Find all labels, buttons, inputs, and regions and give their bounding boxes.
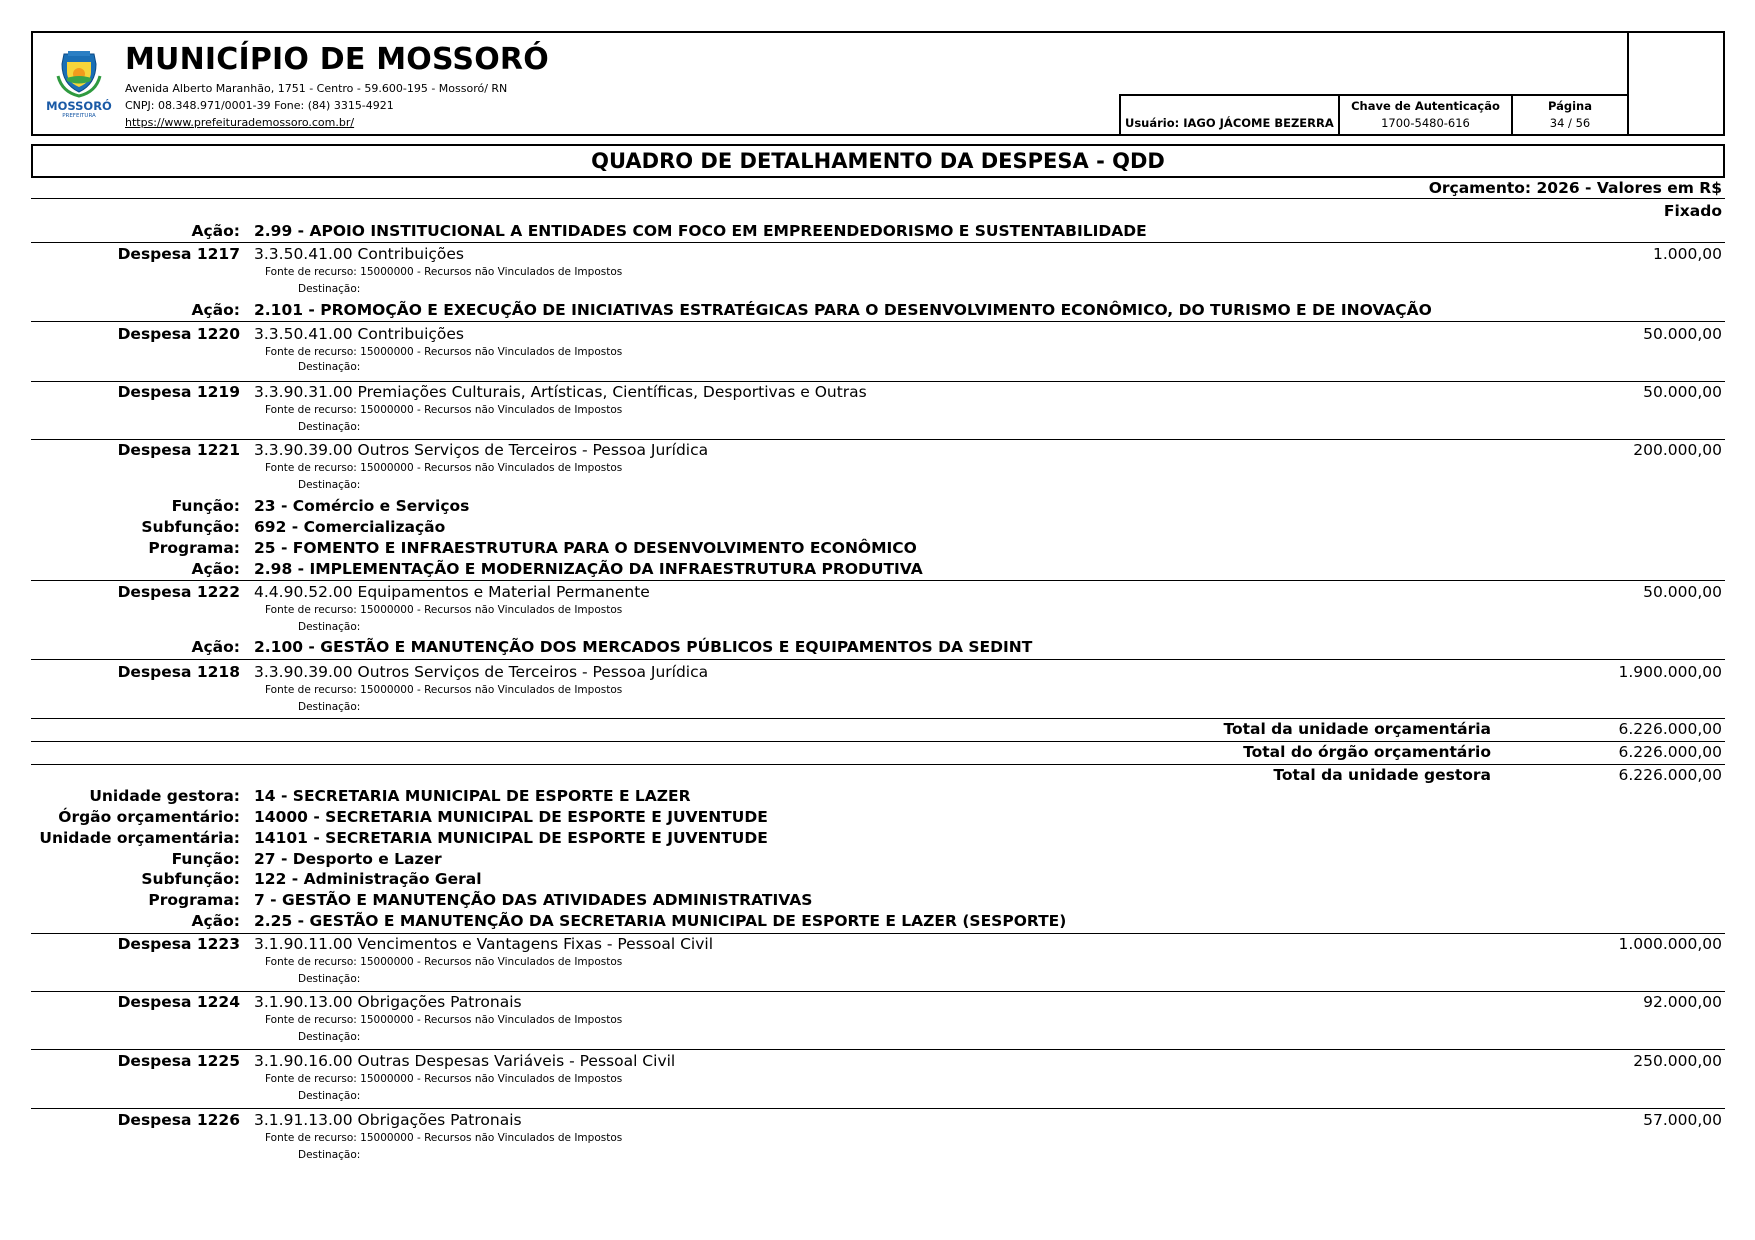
svg-text:PREFEITURA: PREFEITURA <box>62 113 96 118</box>
auth-key-cell <box>1338 94 1511 136</box>
expense-value: 50.000,00 <box>1643 325 1722 343</box>
divider <box>31 718 1725 719</box>
destination: Destinação: <box>298 421 361 433</box>
unidade-gestora-label: Unidade gestora: <box>89 787 240 805</box>
destination: Destinação: <box>298 479 361 491</box>
expense-value: 92.000,00 <box>1643 993 1722 1011</box>
expense-id: Despesa 1226 <box>117 1111 240 1129</box>
page-number: 34 / 56 <box>1549 116 1591 130</box>
expense-value: 250.000,00 <box>1633 1052 1722 1070</box>
funcao-value: 27 - Desporto e Lazer <box>254 850 442 868</box>
user-cell <box>1119 94 1338 136</box>
divider <box>31 242 1725 243</box>
website-link[interactable]: https://www.prefeiturademossoro.com.br/ <box>125 116 355 129</box>
expense-description: 3.1.90.16.00 Outras Despesas Variáveis - Pessoal Civil <box>254 1052 676 1070</box>
destination: Destinação: <box>298 361 361 373</box>
unidade-orcamentaria-label: Unidade orçamentária: <box>39 829 240 847</box>
divider <box>31 198 1725 199</box>
acao-value: 2.99 - APOIO INSTITUCIONAL A ENTIDADES COM FOCO EM EMPREENDEDORISMO E SUSTENTABILIDADE <box>254 222 1147 240</box>
resource-source: Fonte de recurso: 15000000 - Recursos não Vinculados de Impostos <box>265 1014 623 1026</box>
expense-id: Despesa 1223 <box>117 935 240 953</box>
expense-id: Despesa 1222 <box>117 583 240 601</box>
expense-id: Despesa 1221 <box>117 441 240 459</box>
resource-source: Fonte de recurso: 15000000 - Recursos não Vinculados de Impostos <box>265 346 623 358</box>
expense-description: 4.4.90.52.00 Equipamentos e Material Permanente <box>254 583 650 601</box>
destination: Destinação: <box>298 283 361 295</box>
expense-id: Despesa 1219 <box>117 383 240 401</box>
auth-key-label: Chave de Autenticação <box>1351 99 1500 113</box>
expense-description: 3.1.90.13.00 Obrigações Patronais <box>254 993 522 1011</box>
divider <box>31 321 1725 322</box>
destination: Destinação: <box>298 701 361 713</box>
resource-source: Fonte de recurso: 15000000 - Recursos não Vinculados de Impostos <box>265 1132 623 1144</box>
divider <box>31 1049 1725 1050</box>
total-label: Total da unidade orçamentária <box>1223 720 1491 738</box>
acao-label: Ação: <box>191 301 240 319</box>
expense-value: 200.000,00 <box>1633 441 1722 459</box>
expense-id: Despesa 1217 <box>117 245 240 263</box>
programa-value: 25 - FOMENTO E INFRAESTRUTURA PARA O DESENVOLVIMENTO ECONÔMICO <box>254 539 917 557</box>
unidade-orcamentaria-value: 14101 - SECRETARIA MUNICIPAL DE ESPORTE E JUVENTUDE <box>254 829 768 847</box>
expense-value: 1.000,00 <box>1652 245 1722 263</box>
divider <box>31 991 1725 992</box>
destination: Destinação: <box>298 621 361 633</box>
resource-source: Fonte de recurso: 15000000 - Recursos não Vinculados de Impostos <box>265 684 623 696</box>
expense-description: 3.3.50.41.00 Contribuições <box>254 325 464 343</box>
resource-source: Fonte de recurso: 15000000 - Recursos não Vinculados de Impostos <box>265 956 623 968</box>
header-corner-cell <box>1627 31 1725 136</box>
funcao-value: 23 - Comércio e Serviços <box>254 497 470 515</box>
column-header-fixado: Fixado <box>1663 202 1722 220</box>
expense-id: Despesa 1224 <box>117 993 240 1011</box>
acao-value: 2.25 - GESTÃO E MANUTENÇÃO DA SECRETARIA MUNICIPAL DE ESPORTE E LAZER (SESPORTE) <box>254 912 1067 930</box>
expense-value: 50.000,00 <box>1643 583 1722 601</box>
subfuncao-value: 692 - Comercialização <box>254 518 446 536</box>
divider <box>31 580 1725 581</box>
expense-value: 1.900.000,00 <box>1618 663 1722 681</box>
subfuncao-label: Subfunção: <box>141 870 240 888</box>
expense-value: 1.000.000,00 <box>1618 935 1722 953</box>
resource-source: Fonte de recurso: 15000000 - Recursos não Vinculados de Impostos <box>265 604 623 616</box>
report-title: QUADRO DE DETALHAMENTO DA DESPESA - QDD <box>31 144 1725 178</box>
acao-value: 2.98 - IMPLEMENTAÇÃO E MODERNIZAÇÃO DA INFRAESTRUTURA PRODUTIVA <box>254 560 923 578</box>
expense-id: Despesa 1225 <box>117 1052 240 1070</box>
total-value: 6.226.000,00 <box>1618 743 1722 761</box>
divider <box>31 741 1725 742</box>
svg-text:MOSSORÓ: MOSSORÓ <box>46 99 112 113</box>
municipality-logo <box>40 48 118 118</box>
expense-description: 3.3.50.41.00 Contribuições <box>254 245 464 263</box>
expense-description: 3.3.90.31.00 Premiações Culturais, Artísticas, Científicas, Desportivas e Outras <box>254 383 867 401</box>
destination: Destinação: <box>298 1149 361 1161</box>
divider <box>31 1108 1725 1109</box>
destination: Destinação: <box>298 973 361 985</box>
acao-value: 2.101 - PROMOÇÃO E EXECUÇÃO DE INICIATIVAS ESTRATÉGICAS PARA O DESENVOLVIMENTO ECONÔMICO, DO TURISMO E DE INOVAÇÃO <box>254 301 1432 319</box>
acao-label: Ação: <box>191 560 240 578</box>
divider <box>31 933 1725 934</box>
destination: Destinação: <box>298 1031 361 1043</box>
programa-label: Programa: <box>148 539 240 557</box>
page-cell <box>1511 94 1627 136</box>
orgao-label: Órgão orçamentário: <box>58 808 240 826</box>
expense-id: Despesa 1218 <box>117 663 240 681</box>
expense-description: 3.1.91.13.00 Obrigações Patronais <box>254 1111 522 1129</box>
funcao-label: Função: <box>171 850 240 868</box>
acao-label: Ação: <box>191 638 240 656</box>
acao-label: Ação: <box>191 912 240 930</box>
expense-id: Despesa 1220 <box>117 325 240 343</box>
programa-label: Programa: <box>148 891 240 909</box>
divider <box>31 381 1725 382</box>
coat-of-arms-icon <box>40 48 118 118</box>
budget-info: Orçamento: 2026 - Valores em R$ <box>1428 179 1722 197</box>
expense-description: 3.3.90.39.00 Outros Serviços de Terceiros - Pessoa Jurídica <box>254 663 709 681</box>
page-label: Página <box>1547 99 1592 113</box>
expense-description: 3.3.90.39.00 Outros Serviços de Terceiros - Pessoa Jurídica <box>254 441 709 459</box>
resource-source: Fonte de recurso: 15000000 - Recursos não Vinculados de Impostos <box>265 462 623 474</box>
divider <box>31 439 1725 440</box>
total-label: Total da unidade gestora <box>1273 766 1491 784</box>
subfuncao-label: Subfunção: <box>141 518 240 536</box>
expense-value: 57.000,00 <box>1643 1111 1722 1129</box>
cnpj-phone: CNPJ: 08.348.971/0001-39 Fone: (84) 3315-4921 <box>125 99 394 112</box>
expense-description: 3.1.90.11.00 Vencimentos e Vantagens Fixas - Pessoal Civil <box>254 935 713 953</box>
funcao-label: Função: <box>171 497 240 515</box>
orgao-value: 14000 - SECRETARIA MUNICIPAL DE ESPORTE E JUVENTUDE <box>254 808 768 826</box>
divider <box>31 659 1725 660</box>
subfuncao-value: 122 - Administração Geral <box>254 870 482 888</box>
acao-label: Ação: <box>191 222 240 240</box>
programa-value: 7 - GESTÃO E MANUTENÇÃO DAS ATIVIDADES ADMINISTRATIVAS <box>254 891 813 909</box>
municipality-name: MUNICÍPIO DE MOSSORÓ <box>125 42 549 77</box>
user-name: Usuário: IAGO JÁCOME BEZERRA <box>1125 116 1334 130</box>
resource-source: Fonte de recurso: 15000000 - Recursos não Vinculados de Impostos <box>265 404 623 416</box>
auth-key-value: 1700-5480-616 <box>1381 116 1470 130</box>
expense-value: 50.000,00 <box>1643 383 1722 401</box>
total-value: 6.226.000,00 <box>1618 766 1722 784</box>
total-value: 6.226.000,00 <box>1618 720 1722 738</box>
address: Avenida Alberto Maranhão, 1751 - Centro - 59.600-195 - Mossoró/ RN <box>125 82 508 95</box>
total-label: Total do órgão orçamentário <box>1243 743 1491 761</box>
destination: Destinação: <box>298 1090 361 1102</box>
acao-value: 2.100 - GESTÃO E MANUTENÇÃO DOS MERCADOS PÚBLICOS E EQUIPAMENTOS DA SEDINT <box>254 638 1033 656</box>
unidade-gestora-value: 14 - SECRETARIA MUNICIPAL DE ESPORTE E LAZER <box>254 787 691 805</box>
resource-source: Fonte de recurso: 15000000 - Recursos não Vinculados de Impostos <box>265 266 623 278</box>
divider <box>31 764 1725 765</box>
resource-source: Fonte de recurso: 15000000 - Recursos não Vinculados de Impostos <box>265 1073 623 1085</box>
